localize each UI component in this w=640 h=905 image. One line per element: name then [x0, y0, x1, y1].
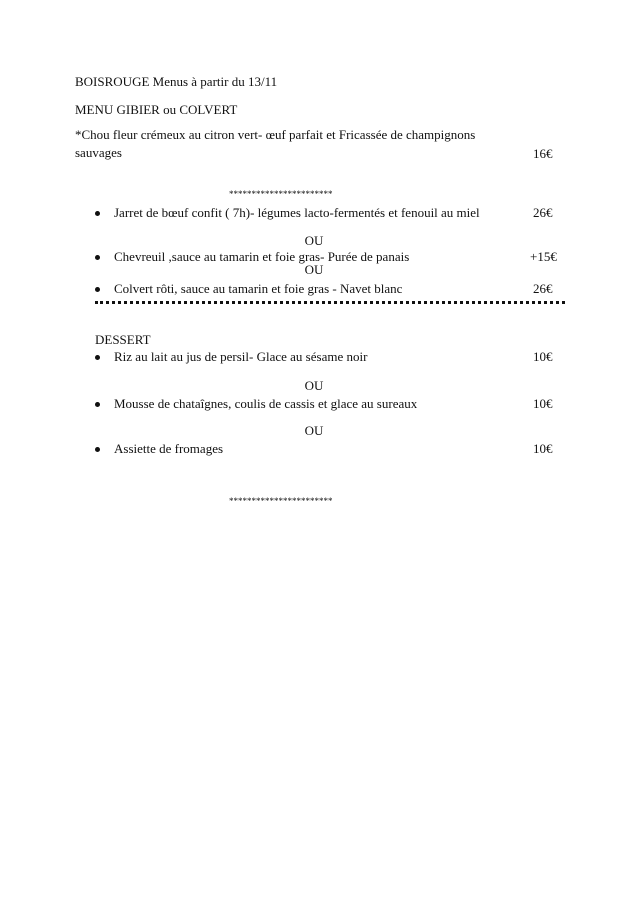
document-title: BOISROUGE Menus à partir du 13/11 [75, 74, 278, 89]
dessert-item-price: 10€ [533, 441, 553, 456]
dessert-heading: DESSERT [95, 332, 151, 347]
dessert-item-price: 10€ [533, 349, 553, 364]
bullet-icon [95, 447, 100, 452]
separator-stars: *********************** [229, 496, 333, 506]
or-label: OU [304, 423, 324, 438]
separator-stars: *********************** [229, 189, 333, 199]
main-item-label: Colvert rôti, sauce au tamarin et foie gras - Navet blanc [114, 281, 403, 296]
or-label: OU [304, 378, 324, 393]
dessert-item-label: Mousse de chataîgnes, coulis de cassis et glace au sureaux [114, 396, 418, 411]
main-item-label: Chevreuil ,sauce au tamarin et foie gras- Purée de panais [114, 249, 410, 264]
dessert-item-label: Riz au lait au jus de persil- Glace au sésame noir [114, 349, 368, 364]
menu-name: MENU GIBIER ou COLVERT [75, 102, 238, 117]
starter-price: 16€ [533, 146, 553, 161]
starter-line-2: sauvages [75, 145, 122, 160]
bullet-icon [95, 287, 100, 292]
or-label: OU [304, 262, 324, 277]
bullet-icon [95, 355, 100, 360]
main-item-price: +15€ [530, 249, 557, 264]
main-item-price: 26€ [533, 281, 553, 296]
main-item-label: Jarret de bœuf confit ( 7h)- légumes lacto-fermentés et fenouil au miel [114, 205, 480, 220]
bullet-icon [95, 402, 100, 407]
bullet-icon [95, 211, 100, 216]
or-label: OU [304, 233, 324, 248]
bullet-icon [95, 255, 100, 260]
dessert-item-price: 10€ [533, 396, 553, 411]
starter-line-1: *Chou fleur crémeux au citron vert- œuf parfait et Fricassée de champignons [75, 127, 476, 142]
dotted-divider [95, 301, 565, 304]
main-item-price: 26€ [533, 205, 553, 220]
dessert-item-label: Assiette de fromages [114, 441, 224, 456]
